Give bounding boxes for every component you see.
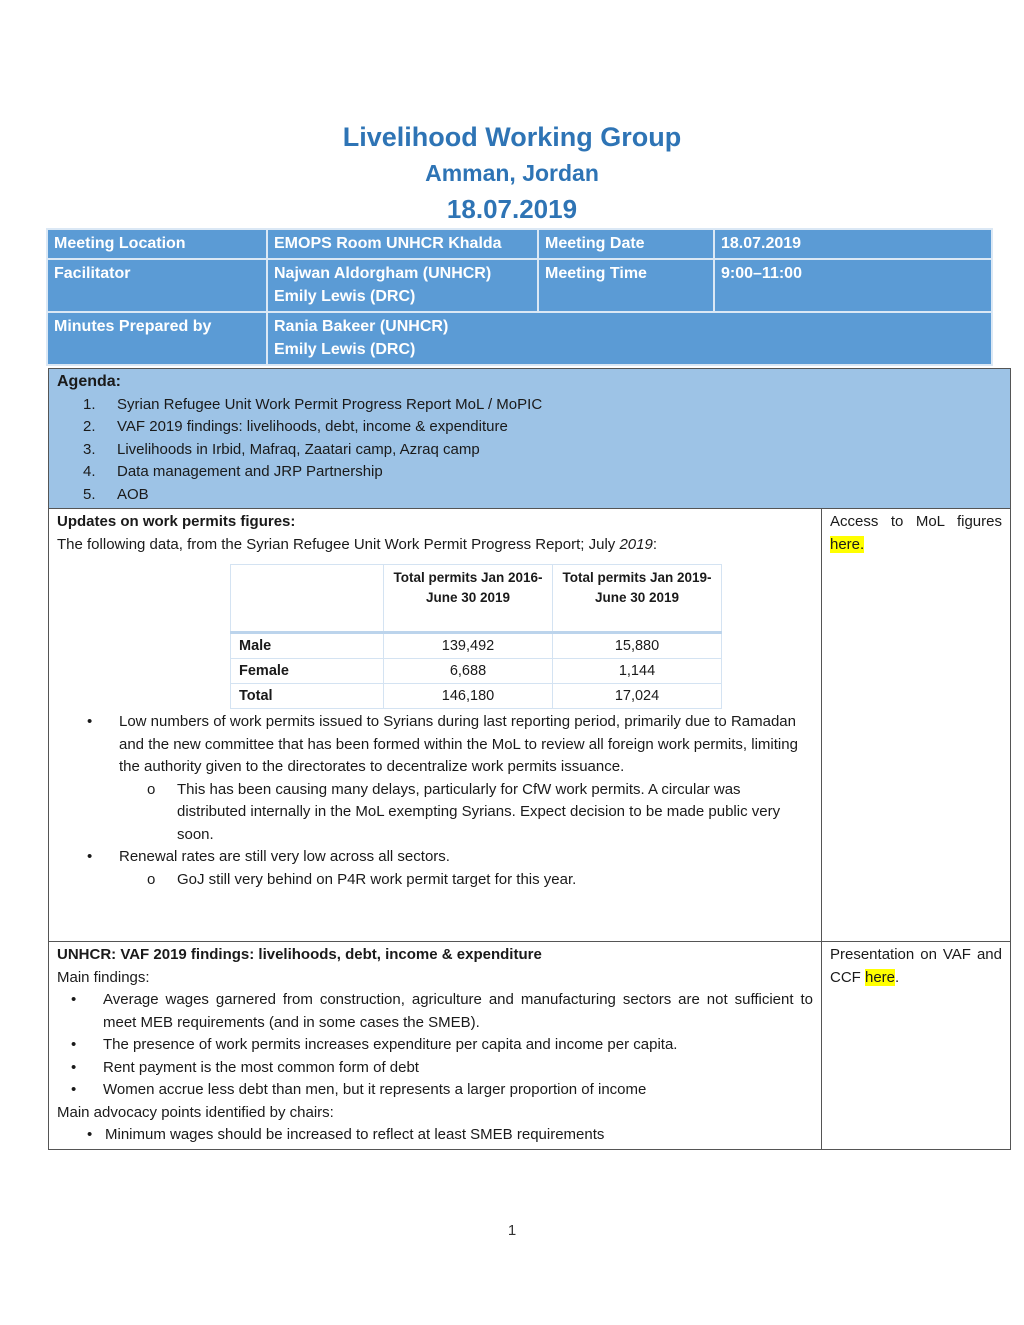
minutes-author-1: Rania Bakeer (UNHCR) [274,318,449,335]
male-2016: 139,492 [384,633,553,659]
agenda-item-number: 4. [83,463,96,480]
intro-text: The following data, from the Syrian Refugee Unit Work Permit Progress Report; July [57,535,620,553]
bullet-text: Renewal rates are still very low across all sectors. [119,848,450,865]
vaf-heading: UNHCR: VAF 2019 findings: livelihoods, debt, income & expenditure [57,946,542,963]
list-item [117,869,813,892]
advocacy-text: Minimum wages should be increased to reflect at least SMEB requirements [105,1126,605,1143]
meeting-location-value: EMOPS Room UNHCR Khalda [267,229,538,259]
permits-header-2019: Total permits Jan 2019- June 30 2019 [553,565,722,633]
meeting-location-label: Meeting Location [47,229,267,259]
agenda-cell [49,369,1011,509]
bullet-icon: • [87,848,93,865]
work-permits-bullets [57,711,813,891]
agenda-item-text: Livelihoods in Irbid, Mafraq, Zaatari camp, Azraq camp [117,440,480,458]
total-2016: 146,180 [384,684,553,709]
sub-bullet-icon: o [147,780,156,798]
total-2019: 17,024 [553,684,722,709]
list-item [57,1124,813,1147]
vaf-presentation-link[interactable]: here [865,968,896,986]
agenda-item [57,439,1002,462]
work-permits-table [230,564,722,709]
work-permits-intro [57,534,813,557]
findings-list [57,989,813,1102]
bullet-text: Low numbers of work permits issued to Syrians during last reporting period, primarily due to Ramadan and the new committee that has been formed within the MoL to review all foreign work permits, limiting the authority given to the directorates to decentralize work permits issuance. [119,713,798,775]
meeting-date-value: 18.07.2019 [714,229,992,259]
row-label-total: Total [231,684,384,709]
facilitator-2: Emily Lewis (DRC) [274,288,416,305]
list-item [57,711,813,846]
meta-row-minutes [47,312,992,365]
facilitator-label: Facilitator [47,259,267,312]
bullet-icon: • [71,1036,77,1053]
finding-text: Average wages garnered from construction, agriculture and manufacturing sectors are not sufficient to meet MEB requirements (and in some cases the SMEB). [103,991,813,1031]
minutes-values [267,312,992,365]
meeting-info-table [46,228,993,366]
agenda-item [57,461,1002,484]
sub-bullet-icon: o [147,870,156,888]
agenda-item-text: AOB [117,485,149,503]
side-note-text: Presentation on VAF and CCF [830,946,1002,986]
meeting-date-label: Meeting Date [538,229,714,259]
agenda-item-text: Data management and JRP Partnership [117,463,383,480]
finding-text: The presence of work permits increases expenditure per capita and income per capita. [103,1036,678,1053]
bullet-icon: • [87,713,93,730]
vaf-findings-row [49,942,1011,1150]
agenda-item [57,484,1002,507]
list-item [57,846,813,891]
finding-text: Rent payment is the most common form of debt [103,1058,419,1076]
facilitator-1: Najwan Aldorgham (UNHCR) [274,265,492,282]
work-permits-row [49,509,1011,942]
table-row [231,659,722,684]
agenda-item-number: 1. [83,395,96,413]
sub-bullets [117,869,813,892]
minutes-author-2: Emily Lewis (DRC) [274,341,416,358]
sub-bullet-text: GoJ still very behind on P4R work permit target for this year. [177,870,577,888]
minutes-label: Minutes Prepared by [47,312,267,365]
side-note-text: Access to MoL figures [830,513,1002,530]
agenda-list [57,394,1002,507]
female-2019: 1,144 [553,659,722,684]
bullet-icon: • [71,1081,77,1098]
work-permits-heading: Updates on work permits figures: [57,513,296,530]
vaf-side-note [822,942,1011,1150]
table-row [231,633,722,659]
list-item [57,989,813,1034]
male-2019: 15,880 [553,633,722,659]
document-location: Amman, Jordan [425,160,599,186]
meeting-time-value: 9:00–11:00 [714,259,992,312]
agenda-item-number: 2. [83,418,96,435]
bullet-icon: • [71,1058,77,1076]
intro-end: : [652,535,658,553]
agenda-title: Agenda: [57,373,121,390]
bullet-icon: • [71,991,77,1008]
bullet-icon: • [87,1126,93,1143]
page-number: 1 [507,1222,517,1239]
agenda-item [57,416,1002,439]
advocacy-label: Main advocacy points identified by chairs: [57,1103,334,1121]
agenda-item-number: 5. [83,485,96,503]
table-row [231,684,722,709]
permits-header-2016: Total permits Jan 2016- June 30 2019 [384,565,553,633]
findings-label: Main findings: [57,968,150,986]
facilitator-values [267,259,538,312]
intro-year: 2019 [619,535,653,553]
work-permits-content [49,509,822,942]
finding-text: Women accrue less debt than men, but it represents a larger proportion of income [103,1081,647,1098]
advocacy-list [57,1124,813,1147]
meta-row-location [47,229,992,259]
agenda-item-text: VAF 2019 findings: livelihoods, debt, income & expenditure [117,418,508,435]
agenda-item-number: 3. [83,440,96,458]
meta-row-facilitator [47,259,992,312]
document-title: Livelihood Working Group [342,122,682,152]
list-item [117,779,813,847]
row-label-female: Female [231,659,384,684]
minutes-table [48,368,1011,1150]
row-label-male: Male [231,633,384,659]
meeting-time-label: Meeting Time [538,259,714,312]
work-permits-side-note [822,509,1011,942]
sub-bullet-text: This has been causing many delays, particularly for CfW work permits. A circular was distributed internally in the MoL exempting Syrians. Expect decision to be made public very soon. [177,780,781,843]
list-item [57,1057,813,1080]
sub-bullets [117,779,813,847]
female-2016: 6,688 [384,659,553,684]
agenda-row [49,369,1011,509]
vaf-findings-content [49,942,822,1150]
permits-header-empty [231,565,384,633]
list-item [57,1079,813,1102]
agenda-item [57,394,1002,417]
mol-figures-link[interactable]: here. [830,535,865,553]
side-note-end: . [895,968,900,986]
agenda-item-text: Syrian Refugee Unit Work Permit Progress Report MoL / MoPIC [117,395,543,413]
document-date: 18.07.2019 [446,194,578,224]
list-item [57,1034,813,1057]
permits-header-row [231,565,722,633]
